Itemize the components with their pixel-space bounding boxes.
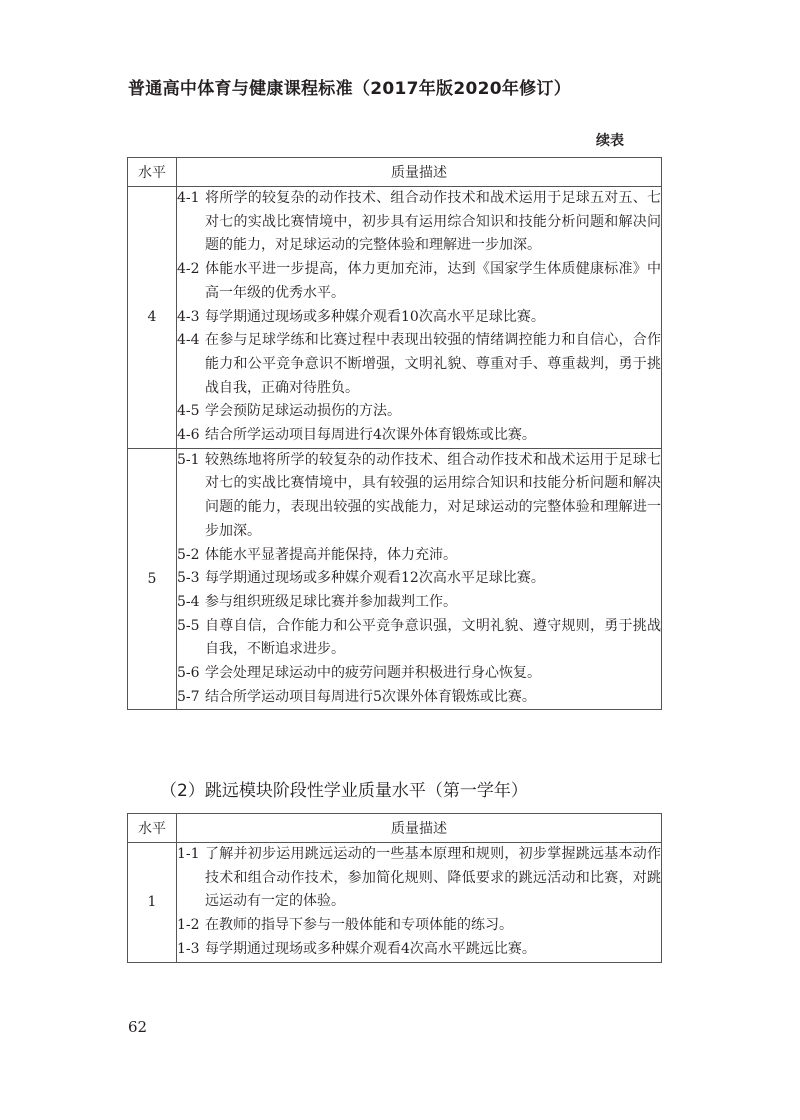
item-number: 4-6 xyxy=(177,427,200,444)
quality-table-long-jump xyxy=(127,813,662,963)
list-item xyxy=(177,567,661,591)
item-text: 每学期通过现场或多种媒介观看10次高水平足球比赛。 xyxy=(205,308,545,325)
item-number: 5-5 xyxy=(177,617,200,634)
item-number: 1-1 xyxy=(177,846,200,862)
item-number: 5-1 xyxy=(177,451,200,468)
item-number: 4-5 xyxy=(177,403,200,420)
column-header-description: 质量描述 xyxy=(177,158,662,187)
item-text: 学会预防足球运动损伤的方法。 xyxy=(205,403,401,420)
item-number: 4-4 xyxy=(177,332,200,349)
item-number: 5-4 xyxy=(177,593,200,610)
item-number: 5-3 xyxy=(177,570,200,587)
section-title: （2）跳远模块阶段性学业质量水平（第一学年） xyxy=(160,781,528,801)
list-item xyxy=(177,400,661,424)
level-cell: 1 xyxy=(128,843,177,963)
item-number: 4-2 xyxy=(177,261,200,278)
list-item xyxy=(177,615,661,662)
item-number: 1-3 xyxy=(177,940,200,957)
list-item xyxy=(177,544,661,568)
column-header-description: 质量描述 xyxy=(177,814,662,843)
item-text: 较熟练地将所学的较复杂的动作技术、组合动作技术和战术运用于足球七对七的实战比赛情境中，具有较强的运用综合知识和技能分析问题和解决问题的能力，表现出较强的实战能力，对足球运动的完整体验和理解进一步加深。 xyxy=(205,451,661,539)
item-text: 每学期通过现场或多种媒介观看12次高水平足球比赛。 xyxy=(205,570,545,587)
item-text: 了解并初步运用跳远运动的一些基本原理和规则，初步掌握跳远基本动作技术和组合动作技术，参加简化规则、降低要求的跳远活动和比赛，对跳远运动有一定的体验。 xyxy=(205,846,661,910)
list-item xyxy=(177,662,661,686)
level-cell: 5 xyxy=(128,448,177,710)
table-header-row xyxy=(128,158,662,187)
list-item xyxy=(177,938,661,962)
column-header-level: 水平 xyxy=(128,158,177,187)
page-number: 62 xyxy=(128,1018,148,1036)
list-item xyxy=(177,306,661,330)
list-item xyxy=(177,187,661,258)
item-text: 在教师的指导下参与一般体能和专项体能的练习。 xyxy=(205,917,513,934)
item-number: 5-7 xyxy=(177,688,200,705)
list-item xyxy=(177,843,661,914)
description-cell xyxy=(177,843,662,963)
list-item xyxy=(177,449,661,544)
list-item xyxy=(177,329,661,400)
level-cell: 4 xyxy=(128,187,177,449)
item-text: 结合所学运动项目每周进行5次课外体育锻炼或比赛。 xyxy=(205,688,536,705)
list-item xyxy=(177,424,661,448)
table-continued-label: 续表 xyxy=(596,133,624,149)
item-number: 4-3 xyxy=(177,308,200,325)
table-row xyxy=(128,448,662,710)
list-item xyxy=(177,591,661,615)
table-row xyxy=(128,843,662,963)
item-text: 学会处理足球运动中的疲劳问题并积极进行身心恢复。 xyxy=(205,665,541,682)
item-number: 4-1 xyxy=(177,190,200,206)
item-number: 5-2 xyxy=(177,546,200,563)
running-header: 普通高中体育与健康课程标准（2017年版2020年修订） xyxy=(128,79,572,99)
item-text: 每学期通过现场或多种媒介观看4次高水平跳远比赛。 xyxy=(205,940,536,957)
item-text: 将所学的较复杂的动作技术、组合动作技术和战术运用于足球五对五、七对七的实战比赛情境中，初步具有运用综合知识和技能分析问题和解决问题的能力，对足球运动的完整体验和理解进一步加深。 xyxy=(205,190,661,254)
item-text: 结合所学运动项目每周进行4次课外体育锻炼或比赛。 xyxy=(205,427,536,444)
table-header-row xyxy=(128,814,662,843)
item-number: 5-6 xyxy=(177,665,200,682)
list-item xyxy=(177,258,661,305)
item-text: 体能水平进一步提高，体力更加充沛，达到《国家学生体质健康标准》中高一年级的优秀水平。 xyxy=(205,261,661,301)
column-header-level: 水平 xyxy=(128,814,177,843)
quality-table-football xyxy=(127,157,662,710)
item-text: 参与组织班级足球比赛并参加裁判工作。 xyxy=(205,593,457,610)
item-text: 在参与足球学练和比赛过程中表现出较强的情绪调控能力和自信心，合作能力和公平竞争意识不断增强，文明礼貌、尊重对手、尊重裁判，勇于挑战自我，正确对待胜负。 xyxy=(205,332,661,396)
description-cell xyxy=(177,187,662,449)
item-text: 体能水平显著提高并能保持，体力充沛。 xyxy=(205,546,457,563)
table-row xyxy=(128,187,662,449)
list-item xyxy=(177,914,661,938)
item-number: 1-2 xyxy=(177,917,200,934)
item-text: 自尊自信，合作能力和公平竞争意识强，文明礼貌、遵守规则，勇于挑战自我，不断追求进步。 xyxy=(205,617,661,658)
description-cell xyxy=(177,448,662,710)
list-item xyxy=(177,686,661,710)
